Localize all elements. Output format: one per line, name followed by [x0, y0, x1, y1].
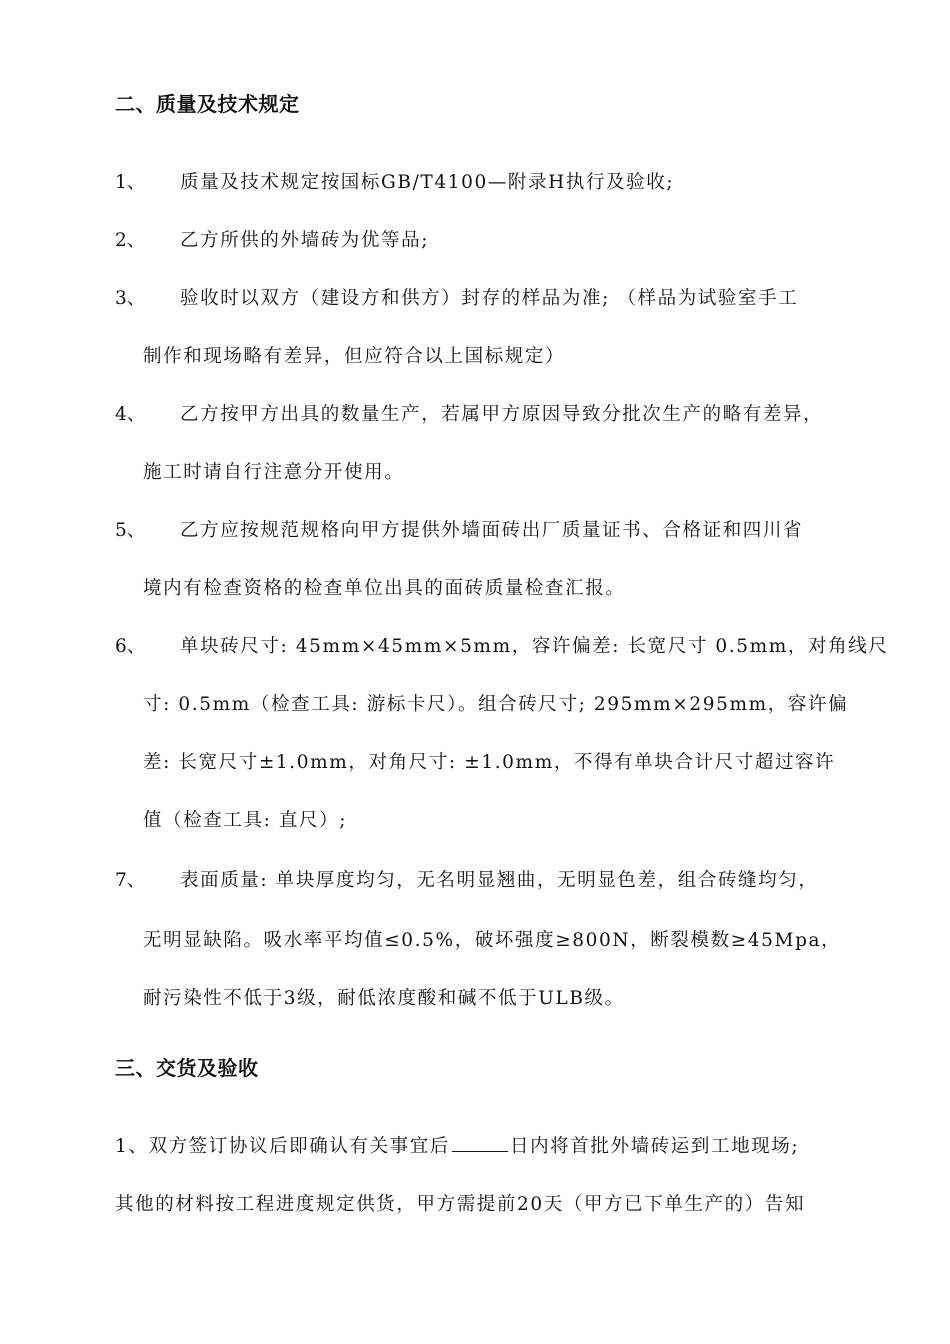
item-7-text-line-1: 表面质量: 单块厚度均匀，无名明显翘曲，无明显色差，组合砖缝均匀，: [180, 870, 819, 891]
item-5-text-line-1: 乙方应按规范规格向甲方提供外墙面砖出厂质量证书、合格证和四川省: [180, 520, 804, 541]
item-3-number: 3、: [115, 288, 146, 309]
item-1-text-after-blank: 日内将首批外墙砖运到工地现场;: [509, 1136, 800, 1157]
item-6-text-line-1: 单块砖尺寸: 45mm×45mm×5mm，容许偏差: 长宽尺寸 0.5mm，对角线尺: [180, 636, 889, 657]
item-3-text-line-1: 验收时以双方（建设方和供方）封存的样品为准; （样品为试验室手工: [180, 288, 799, 309]
fill-in-blank: [452, 1137, 508, 1152]
item-1-text: 质量及技术规定按国标GB/T4100—附录H执行及验收;: [180, 172, 675, 193]
item-2-text: 乙方所供的外墙砖为优等品;: [180, 230, 430, 251]
item-3-text-line-2: 制作和现场略有差异，但应符合以上国标规定）: [143, 346, 566, 367]
section-3-heading: 三、交货及验收: [115, 1056, 259, 1080]
item-7-text-line-3: 耐污染性不低于3级，耐低浓度酸和碱不低于ULB级。: [143, 988, 625, 1009]
item-2-number: 2、: [115, 230, 146, 251]
item-6-text-line-2: 寸: 0.5mm（检查工具: 游标卡尺）。组合砖尺寸; 295mm×295mm，容许偏: [143, 694, 849, 715]
item-5-text-line-2: 境内有检查资格的检查单位出具的面砖质量检查汇报。: [143, 578, 626, 599]
section-3-item-1-line-1: [115, 1132, 799, 1158]
item-7-number: 7、: [115, 870, 146, 891]
item-6-text-line-3: 差: 长宽尺寸±1.0mm，对角尺寸: ±1.0mm，不得有单块合计尺寸超过容许: [143, 752, 836, 773]
item-1-number: 1、: [115, 172, 146, 193]
item-4-text-line-2: 施工时请自行注意分开使用。: [143, 462, 405, 483]
item-1-text-before-blank: 1、双方签订协议后即确认有关事宜后: [115, 1136, 450, 1157]
item-4-number: 4、: [115, 404, 146, 425]
item-4-text-line-1: 乙方按甲方出具的数量生产，若属甲方原因导致分批次生产的略有差异，: [180, 404, 824, 425]
item-7-text-line-2: 无明显缺陷。吸水率平均值≤0.5%，破坏强度≥800N，断裂模数≥45Mpa，: [143, 930, 842, 951]
item-6-number: 6、: [115, 636, 146, 657]
section-3-item-1-line-2: 其他的材料按工程进度规定供货，甲方需提前20天（甲方已下单生产的）告知: [115, 1194, 806, 1215]
item-6-text-line-4: 值（检查工具: 直尺）;: [143, 810, 348, 831]
section-2-heading: 二、质量及技术规定: [115, 92, 300, 116]
item-5-number: 5、: [115, 520, 146, 541]
